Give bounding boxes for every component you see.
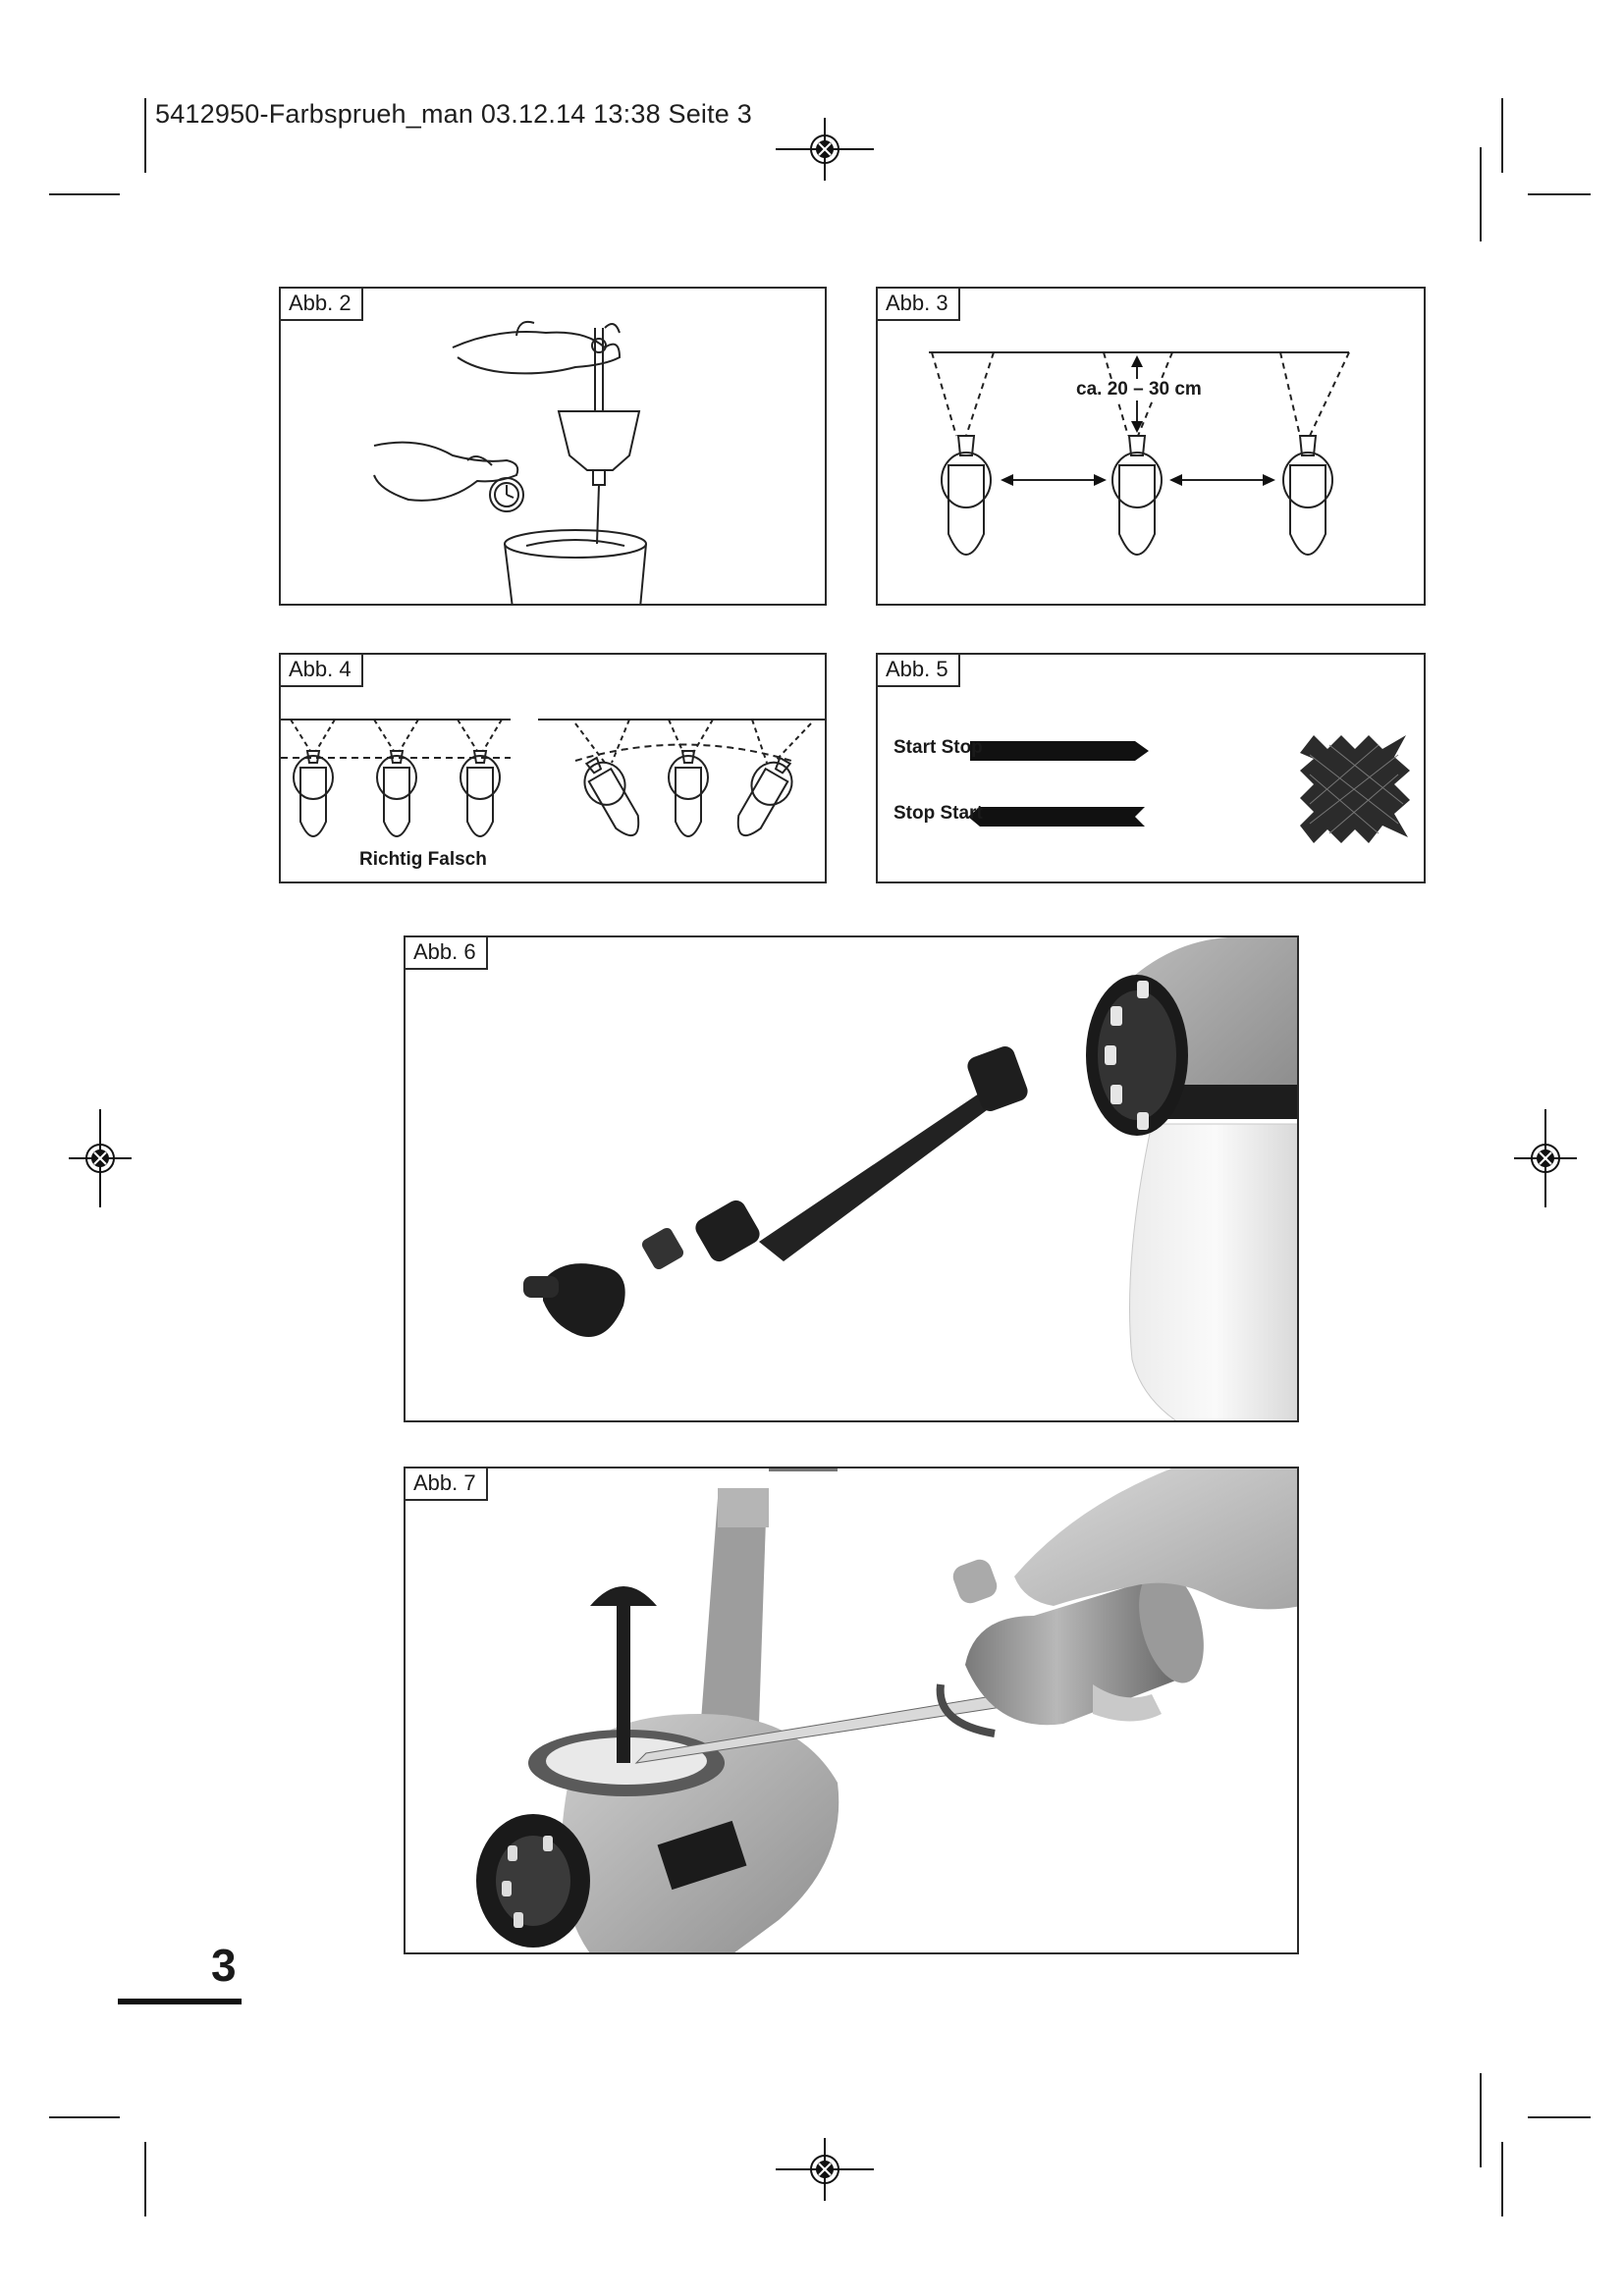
extension-nozzle-photo [406, 937, 1299, 1422]
print-slug: 5412950-Farbsprueh_man 03.12.14 13:38 Seite 3 [155, 99, 752, 129]
registration-mark-top [776, 118, 874, 181]
filling-container-photo [406, 1468, 1299, 1954]
figure-label: Abb. 4 [281, 655, 363, 687]
page-number-rule [118, 1999, 242, 2004]
figure-label: Abb. 7 [406, 1468, 488, 1501]
figure-abb-3 [876, 287, 1426, 606]
spray-distance-illustration [878, 289, 1426, 606]
registration-mark-bottom [776, 2138, 874, 2201]
figure-label: Abb. 6 [406, 937, 488, 970]
registration-mark-right [1514, 1109, 1577, 1207]
distance-annotation: ca. 20 – 30 cm [1076, 379, 1202, 400]
figure-abb-4 [279, 653, 827, 883]
figure-label: Abb. 3 [878, 289, 960, 321]
figure-abb-6 [404, 935, 1299, 1422]
figure-abb-5 [876, 653, 1426, 883]
spray-stroke-illustration [878, 655, 1426, 883]
figure-abb-7 [404, 1467, 1299, 1954]
registration-mark-left [69, 1109, 132, 1207]
start-stop-label: Start Stop [893, 737, 983, 758]
figure-label: Abb. 5 [878, 655, 960, 687]
figure-abb-2 [279, 287, 827, 606]
figure-label: Abb. 2 [281, 289, 363, 321]
stop-start-label: Stop Start [893, 803, 983, 824]
viscosity-test-illustration [281, 289, 827, 606]
correct-wrong-caption: Richtig Falsch [359, 849, 487, 870]
page-number: 3 [211, 1940, 237, 1991]
